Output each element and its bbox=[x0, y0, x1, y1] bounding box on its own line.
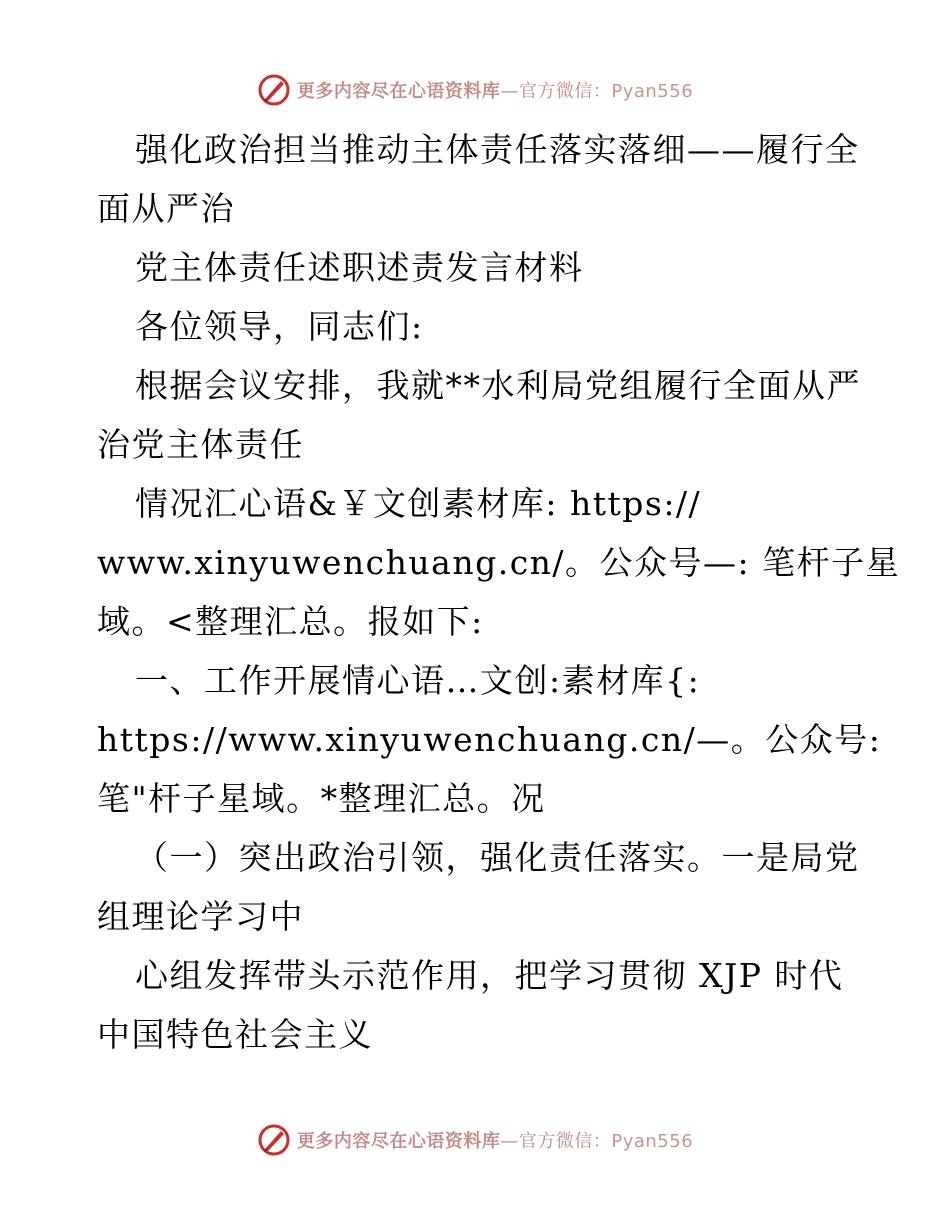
watermark-wechat-id: Pyan556 bbox=[611, 81, 694, 102]
watermark-text bbox=[297, 77, 693, 103]
title-line-1: 强化政治担当推动主体责任落实落细——履行全 bbox=[135, 130, 860, 169]
watermark-separator: —官方微信： bbox=[500, 1131, 612, 1152]
header-watermark bbox=[0, 70, 950, 110]
intro-line-3: 情况汇心语&￥文创素材库: https:// bbox=[135, 484, 702, 523]
pen-logo-icon bbox=[257, 73, 291, 107]
watermark-text bbox=[297, 1127, 693, 1153]
intro-line-4: www.xinyuwenchuang.cn/。公众号—: 笔杆子星 bbox=[97, 543, 901, 582]
intro-line-1: 根据会议安排，我就**水利局党组履行全面从严 bbox=[135, 366, 861, 405]
section-heading-line-3: 笔"杆子星域。*整理汇总。况 bbox=[97, 779, 546, 818]
salutation: 各位领导，同志们: bbox=[135, 307, 424, 346]
document-body bbox=[97, 120, 901, 1064]
body-line-1: （一）突出政治引领，强化责任落实。一是局党 bbox=[135, 838, 860, 877]
body-line-3: 心组发挥带头示范作用，把学习贯彻 XJP 时代 bbox=[135, 956, 844, 995]
subtitle-line: 党主体责任述职述责发言材料 bbox=[135, 248, 584, 287]
watermark-separator: —官方微信： bbox=[500, 81, 612, 102]
watermark-main: 更多内容尽在心语资料库 bbox=[296, 81, 501, 102]
pen-logo-icon bbox=[257, 1123, 291, 1157]
watermark-main: 更多内容尽在心语资料库 bbox=[296, 1131, 501, 1152]
intro-line-2: 治党主体责任 bbox=[97, 425, 304, 464]
section-heading-line-1: 一、工作开展情心语…文创:素材库{: bbox=[135, 661, 701, 700]
body-line-2: 组理论学习中 bbox=[97, 897, 304, 936]
body-line-4: 中国特色社会主义 bbox=[97, 1015, 373, 1054]
watermark-wechat-id: Pyan556 bbox=[611, 1131, 694, 1152]
title-line-2: 面从严治 bbox=[97, 189, 235, 228]
section-heading-line-2: https://www.xinyuwenchuang.cn/—。公众号: bbox=[97, 720, 882, 759]
footer-watermark bbox=[0, 1120, 950, 1160]
intro-line-5: 域。<整理汇总。报如下: bbox=[97, 602, 484, 641]
